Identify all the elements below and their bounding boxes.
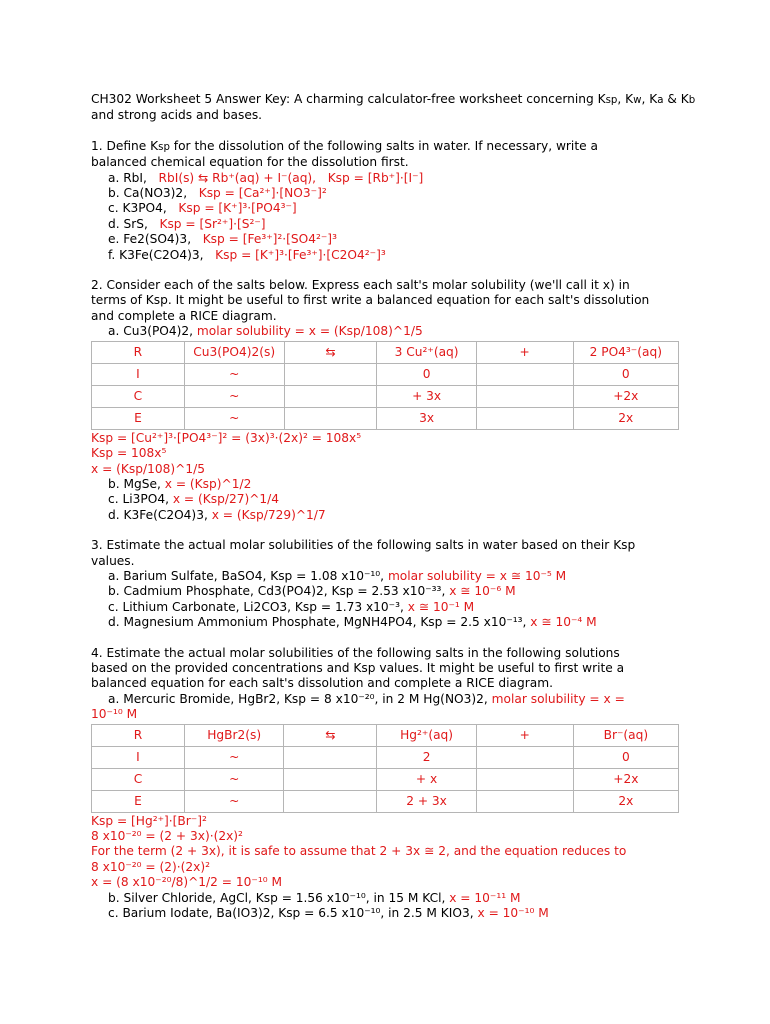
rice-cell: 0: [377, 363, 476, 385]
q4-item-b: b. Silver Chloride, AgCl, Ksp = 1.56 x10⁻¹⁰, in 15 M KCl, x = 10⁻¹¹ M: [108, 890, 521, 905]
rice-row-i: [92, 363, 679, 385]
rice-cell: +2x: [573, 768, 678, 790]
q3-item-a: a. Barium Sulfate, BaSO4, Ksp = 1.08 x10⁻¹⁰, molar solubility = x ≅ 10⁻⁵ M: [108, 568, 567, 583]
q2-item-a: a. Cu3(PO4)2, molar solubility = x = (Ksp/108)^1/5: [108, 324, 423, 339]
rice-cell: [476, 768, 573, 790]
rice-cell: [284, 385, 377, 407]
q1-item-c: c. K3PO4, Ksp = [K⁺]³·[PO4³⁻]: [108, 201, 297, 216]
q4-intro-1: 4. Estimate the actual molar solubilities of the following salts in the following solutions: [91, 645, 620, 660]
q4-item-c: c. Barium Iodate, Ba(IO3)2, Ksp = 6.5 x10⁻¹⁰, in 2.5 M KIO3, x = 10⁻¹⁰ M: [108, 906, 549, 921]
q2-item-d: d. K3Fe(C2O4)3, x = (Ksp/729)^1/7: [108, 507, 326, 522]
rice-cell: Hg²⁺(aq): [377, 724, 476, 746]
rice-cell: [476, 385, 573, 407]
rice-cell: ~: [184, 363, 284, 385]
q1-intro-2: balanced chemical equation for the dissolution first.: [91, 155, 409, 170]
rice-cell: [476, 363, 573, 385]
rice-cell: Cu3(PO4)2(s): [184, 341, 284, 363]
rice-cell: C: [92, 768, 185, 790]
rice-cell: [284, 746, 377, 768]
q3-item-b: b. Cadmium Phosphate, Cd3(PO4)2, Ksp = 2.53 x10⁻³³, x ≅ 10⁻⁶ M: [108, 584, 516, 599]
rice-cell: 2: [377, 746, 476, 768]
worksheet-page: [91, 92, 741, 921]
rice-cell: 2 + 3x: [377, 790, 476, 812]
rice-cell: 0: [573, 363, 678, 385]
rice-cell: C: [92, 385, 185, 407]
rice-cell: I: [92, 746, 185, 768]
rice-header-row: [92, 724, 679, 746]
rice-cell: HgBr2(s): [184, 724, 283, 746]
q2-intro-2: terms of Ksp. It might be useful to first write a balanced equation for each salt's dissolution: [91, 293, 650, 308]
q4-work-2: 8 x10⁻²⁰ = (2 + 3x)·(2x)²: [91, 829, 243, 843]
rice-cell: 2 PO4³⁻(aq): [573, 341, 678, 363]
q4-item-a-answer: 10⁻¹⁰ M: [91, 707, 138, 722]
rice-table-hgbr2: [91, 724, 679, 813]
rice-cell: 2x: [573, 407, 678, 429]
rice-cell: +: [476, 724, 573, 746]
q1-item-a: a. RbI, RbI(s) ⇆ Rb⁺(aq) + I⁻(aq), Ksp = [Rb⁺]·[I⁻]: [108, 170, 424, 185]
rice-cell: ~: [184, 790, 283, 812]
rice-row-c: [92, 385, 679, 407]
rice-cell: [476, 407, 573, 429]
rice-cell: 0: [573, 746, 678, 768]
rice-cell: 3 Cu²⁺(aq): [377, 341, 476, 363]
q2-item-b: b. MgSe, x = (Ksp)^1/2: [108, 476, 252, 491]
rice-header-row: [92, 341, 679, 363]
rice-cell: [476, 790, 573, 812]
rice-cell: 2x: [573, 790, 678, 812]
q4-work-3: For the term (2 + 3x), it is safe to assume that 2 + 3x ≅ 2, and the equation reduces to: [91, 844, 627, 859]
rice-cell: + x: [377, 768, 476, 790]
q2-item-c: c. Li3PO4, x = (Ksp/27)^1/4: [108, 492, 280, 507]
rice-cell: R: [92, 341, 185, 363]
rice-cell: ~: [184, 385, 284, 407]
q2-work-2: Ksp = 108x⁵: [91, 446, 167, 461]
rice-cell: R: [92, 724, 185, 746]
rice-cell: [476, 746, 573, 768]
rice-row-e: [92, 790, 679, 812]
rice-row-c: [92, 768, 679, 790]
q1-item-d: d. SrS, Ksp = [Sr²⁺]·[S²⁻]: [108, 216, 266, 231]
q3-item-c: c. Lithium Carbonate, Li2CO3, Ksp = 1.73 x10⁻³, x ≅ 10⁻¹ M: [108, 599, 475, 614]
q4-intro-2: based on the provided concentrations and Ksp values. It might be useful to first write a: [91, 660, 625, 675]
rice-cell: ~: [184, 407, 284, 429]
rice-cell: I: [92, 363, 185, 385]
rice-cell: 3x: [377, 407, 476, 429]
rice-cell: +2x: [573, 385, 678, 407]
q4-work-5: x = (8 x10⁻²⁰/8)^1/2 = 10⁻¹⁰ M: [91, 875, 282, 890]
title-line-1: CH302 Worksheet 5 Answer Key: A charming calculator-free worksheet concerning Ksp, Kw, Ka & Kb: [91, 92, 696, 106]
q2-intro-1: 2. Consider each of the salts below. Express each salt's molar solubility (we'll call it x) in: [91, 278, 630, 293]
q1-item-b: b. Ca(NO3)2, Ksp = [Ca²⁺]·[NO3⁻]²: [108, 186, 327, 201]
rice-cell: [284, 407, 377, 429]
rice-table-cu3po42: [91, 341, 679, 430]
rice-cell: + 3x: [377, 385, 476, 407]
q1-item-e: e. Fe2(SO4)3, Ksp = [Fe³⁺]²·[SO4²⁻]³: [108, 232, 337, 247]
rice-cell: [284, 790, 377, 812]
q2-intro-3: and complete a RICE diagram.: [91, 308, 277, 323]
rice-cell: +: [476, 341, 573, 363]
q4-work-1: Ksp = [Hg²⁺]·[Br⁻]²: [91, 813, 207, 828]
rice-cell: ⇆: [284, 724, 377, 746]
q1-item-f: f. K3Fe(C2O4)3, Ksp = [K⁺]³·[Fe³⁺]·[C2O4²⁻]³: [108, 247, 386, 262]
rice-cell: E: [92, 407, 185, 429]
rice-row-i: [92, 746, 679, 768]
rice-row-e: [92, 407, 679, 429]
q4-intro-3: balanced equation for each salt's dissolution and complete a RICE diagram.: [91, 676, 553, 691]
rice-cell: E: [92, 790, 185, 812]
title-line-2: and strong acids and bases.: [91, 108, 263, 123]
q2-work-1: Ksp = [Cu²⁺]³·[PO4³⁻]² = (3x)³·(2x)² = 108x⁵: [91, 430, 362, 445]
rice-cell: [284, 768, 377, 790]
q3-intro-1: 3. Estimate the actual molar solubilities of the following salts in water based on their Ksp: [91, 538, 636, 553]
q3-item-d: d. Magnesium Ammonium Phosphate, MgNH4PO4, Ksp = 2.5 x10⁻¹³, x ≅ 10⁻⁴ M: [108, 615, 597, 630]
q1-intro-1: 1. Define Ksp for the dissolution of the following salts in water. If necessary, write a: [91, 138, 598, 153]
q4-work-4: 8 x10⁻²⁰ = (2)·(2x)²: [91, 859, 211, 874]
rice-cell: Br⁻(aq): [573, 724, 678, 746]
rice-cell: [284, 363, 377, 385]
rice-cell: ~: [184, 768, 283, 790]
q2-work-3: x = (Ksp/108)^1/5: [91, 461, 205, 476]
q4-item-a: a. Mercuric Bromide, HgBr2, Ksp = 8 x10⁻²⁰, in 2 M Hg(NO3)2, molar solubility = x =: [108, 691, 625, 706]
q3-intro-2: values.: [91, 553, 135, 568]
rice-cell: ⇆: [284, 341, 377, 363]
rice-cell: ~: [184, 746, 283, 768]
